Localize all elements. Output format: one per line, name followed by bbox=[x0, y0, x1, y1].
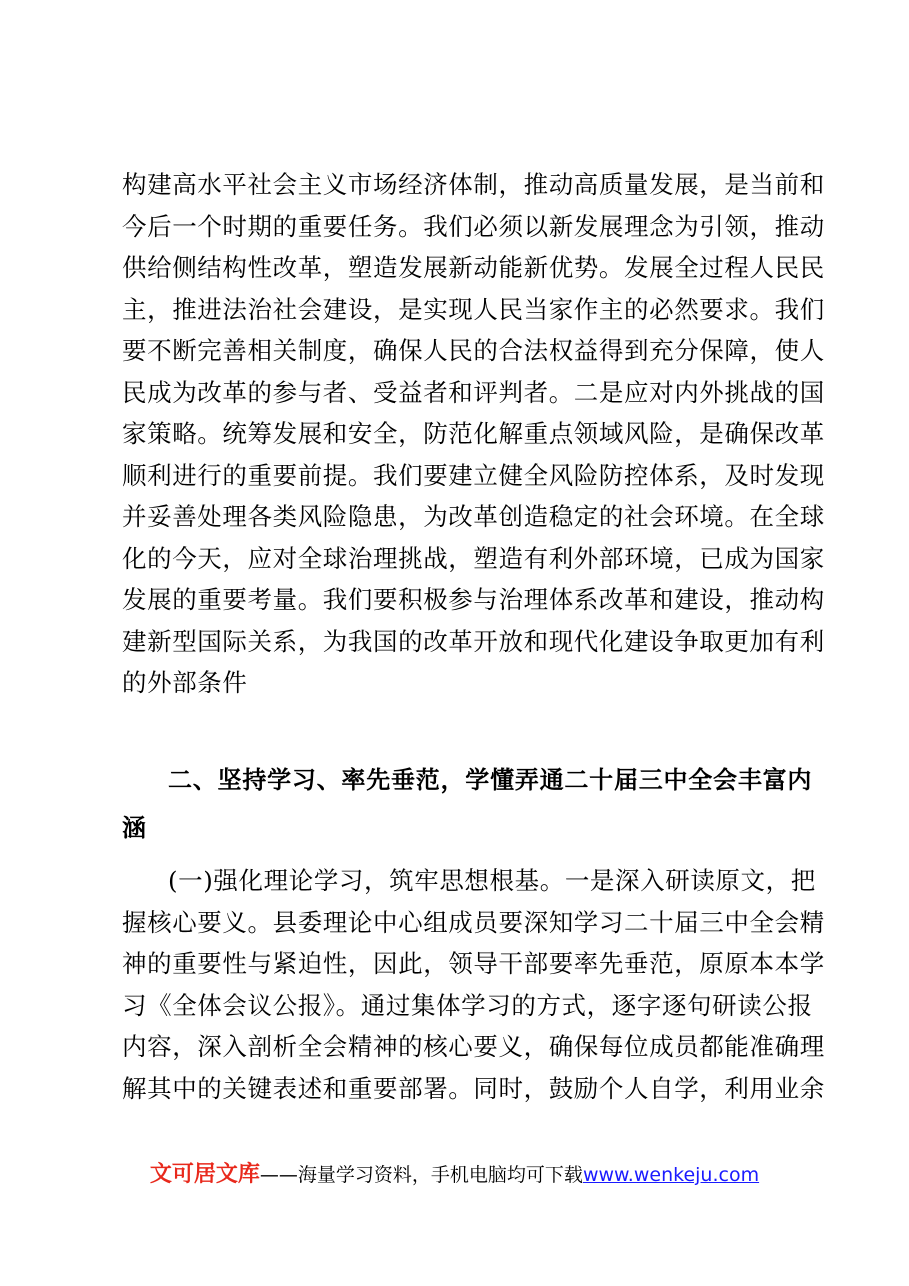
paragraph-line: 化的今天，应对全球治理挑战，塑造有利外部环境，已成为国家 bbox=[122, 543, 825, 573]
paragraph-line: 顺利进行的重要前提。我们要建立健全风险防控体系，及时发现 bbox=[122, 460, 825, 490]
paragraph-line: 今后一个时期的重要任务。我们必须以新发展理念为引领，推动 bbox=[122, 211, 825, 241]
paragraph-line: 神的重要性与紧迫性，因此，领导干部要率先垂范，原原本本学 bbox=[122, 949, 825, 978]
footer-brand: 文可居文库 bbox=[149, 1162, 260, 1187]
paragraph-line: 解其中的关键表述和重要部署。同时，鼓励个人自学，利用业余 bbox=[122, 1073, 825, 1103]
paragraph-line: 家策略。统筹发展和安全，防范化解重点领域风险，是确保改革 bbox=[122, 419, 825, 448]
paragraph-line: 构建高水平社会主义市场经济体制，推动高质量发展，是当前和 bbox=[122, 170, 825, 199]
paragraph-line: 供给侧结构性改革，塑造发展新动能新优势。发展全过程人民民 bbox=[122, 253, 825, 282]
paragraph-line: 内容，深入剖析全会精神的核心要义，确保每位成员都能准确理 bbox=[122, 1032, 825, 1061]
footer-banner bbox=[0, 1160, 909, 1190]
section-heading bbox=[122, 756, 812, 852]
heading-line: 涵 bbox=[122, 814, 147, 842]
paragraph-line: 并妥善处理各类风险隐患，为改革创造稳定的社会环境。在全球 bbox=[122, 502, 825, 531]
paragraph-line: 民成为改革的参与者、受益者和评判者。二是应对内外挑战的国 bbox=[122, 377, 825, 407]
paragraph-line: 的外部条件 bbox=[122, 668, 248, 697]
heading-line: 二、坚持学习、率先垂范，学懂弄通二十届三中全会丰富内 bbox=[168, 766, 812, 794]
paragraph-line: (一)强化理论学习，筑牢思想根基。一是深入研读原文，把 bbox=[168, 866, 816, 895]
paragraph-line: 握核心要义。县委理论中心组成员要深知学习二十届三中全会精 bbox=[122, 907, 825, 937]
paragraph-line: 主，推进法治社会建设，是实现人民当家作主的必然要求。我们 bbox=[122, 294, 825, 324]
paragraph-line: 习《全体会议公报》。通过集体学习的方式，逐字逐句研读公报 bbox=[122, 990, 813, 1020]
paragraph-line: 发展的重要考量。我们要积极参与治理体系改革和建设，推动构 bbox=[122, 585, 825, 614]
body-paragraph bbox=[122, 164, 825, 704]
footer-tagline: ——海量学习资料，手机电脑均可下载 bbox=[259, 1164, 583, 1186]
sub-paragraph bbox=[122, 860, 825, 1109]
paragraph-line: 要不断完善相关制度，确保人民的合法权益得到充分保障，使人 bbox=[122, 336, 825, 365]
paragraph-line: 建新型国际关系，为我国的改革开放和现代化建设争取更加有利 bbox=[122, 626, 825, 656]
footer-link[interactable]: www.wenkeju.com bbox=[582, 1164, 760, 1186]
